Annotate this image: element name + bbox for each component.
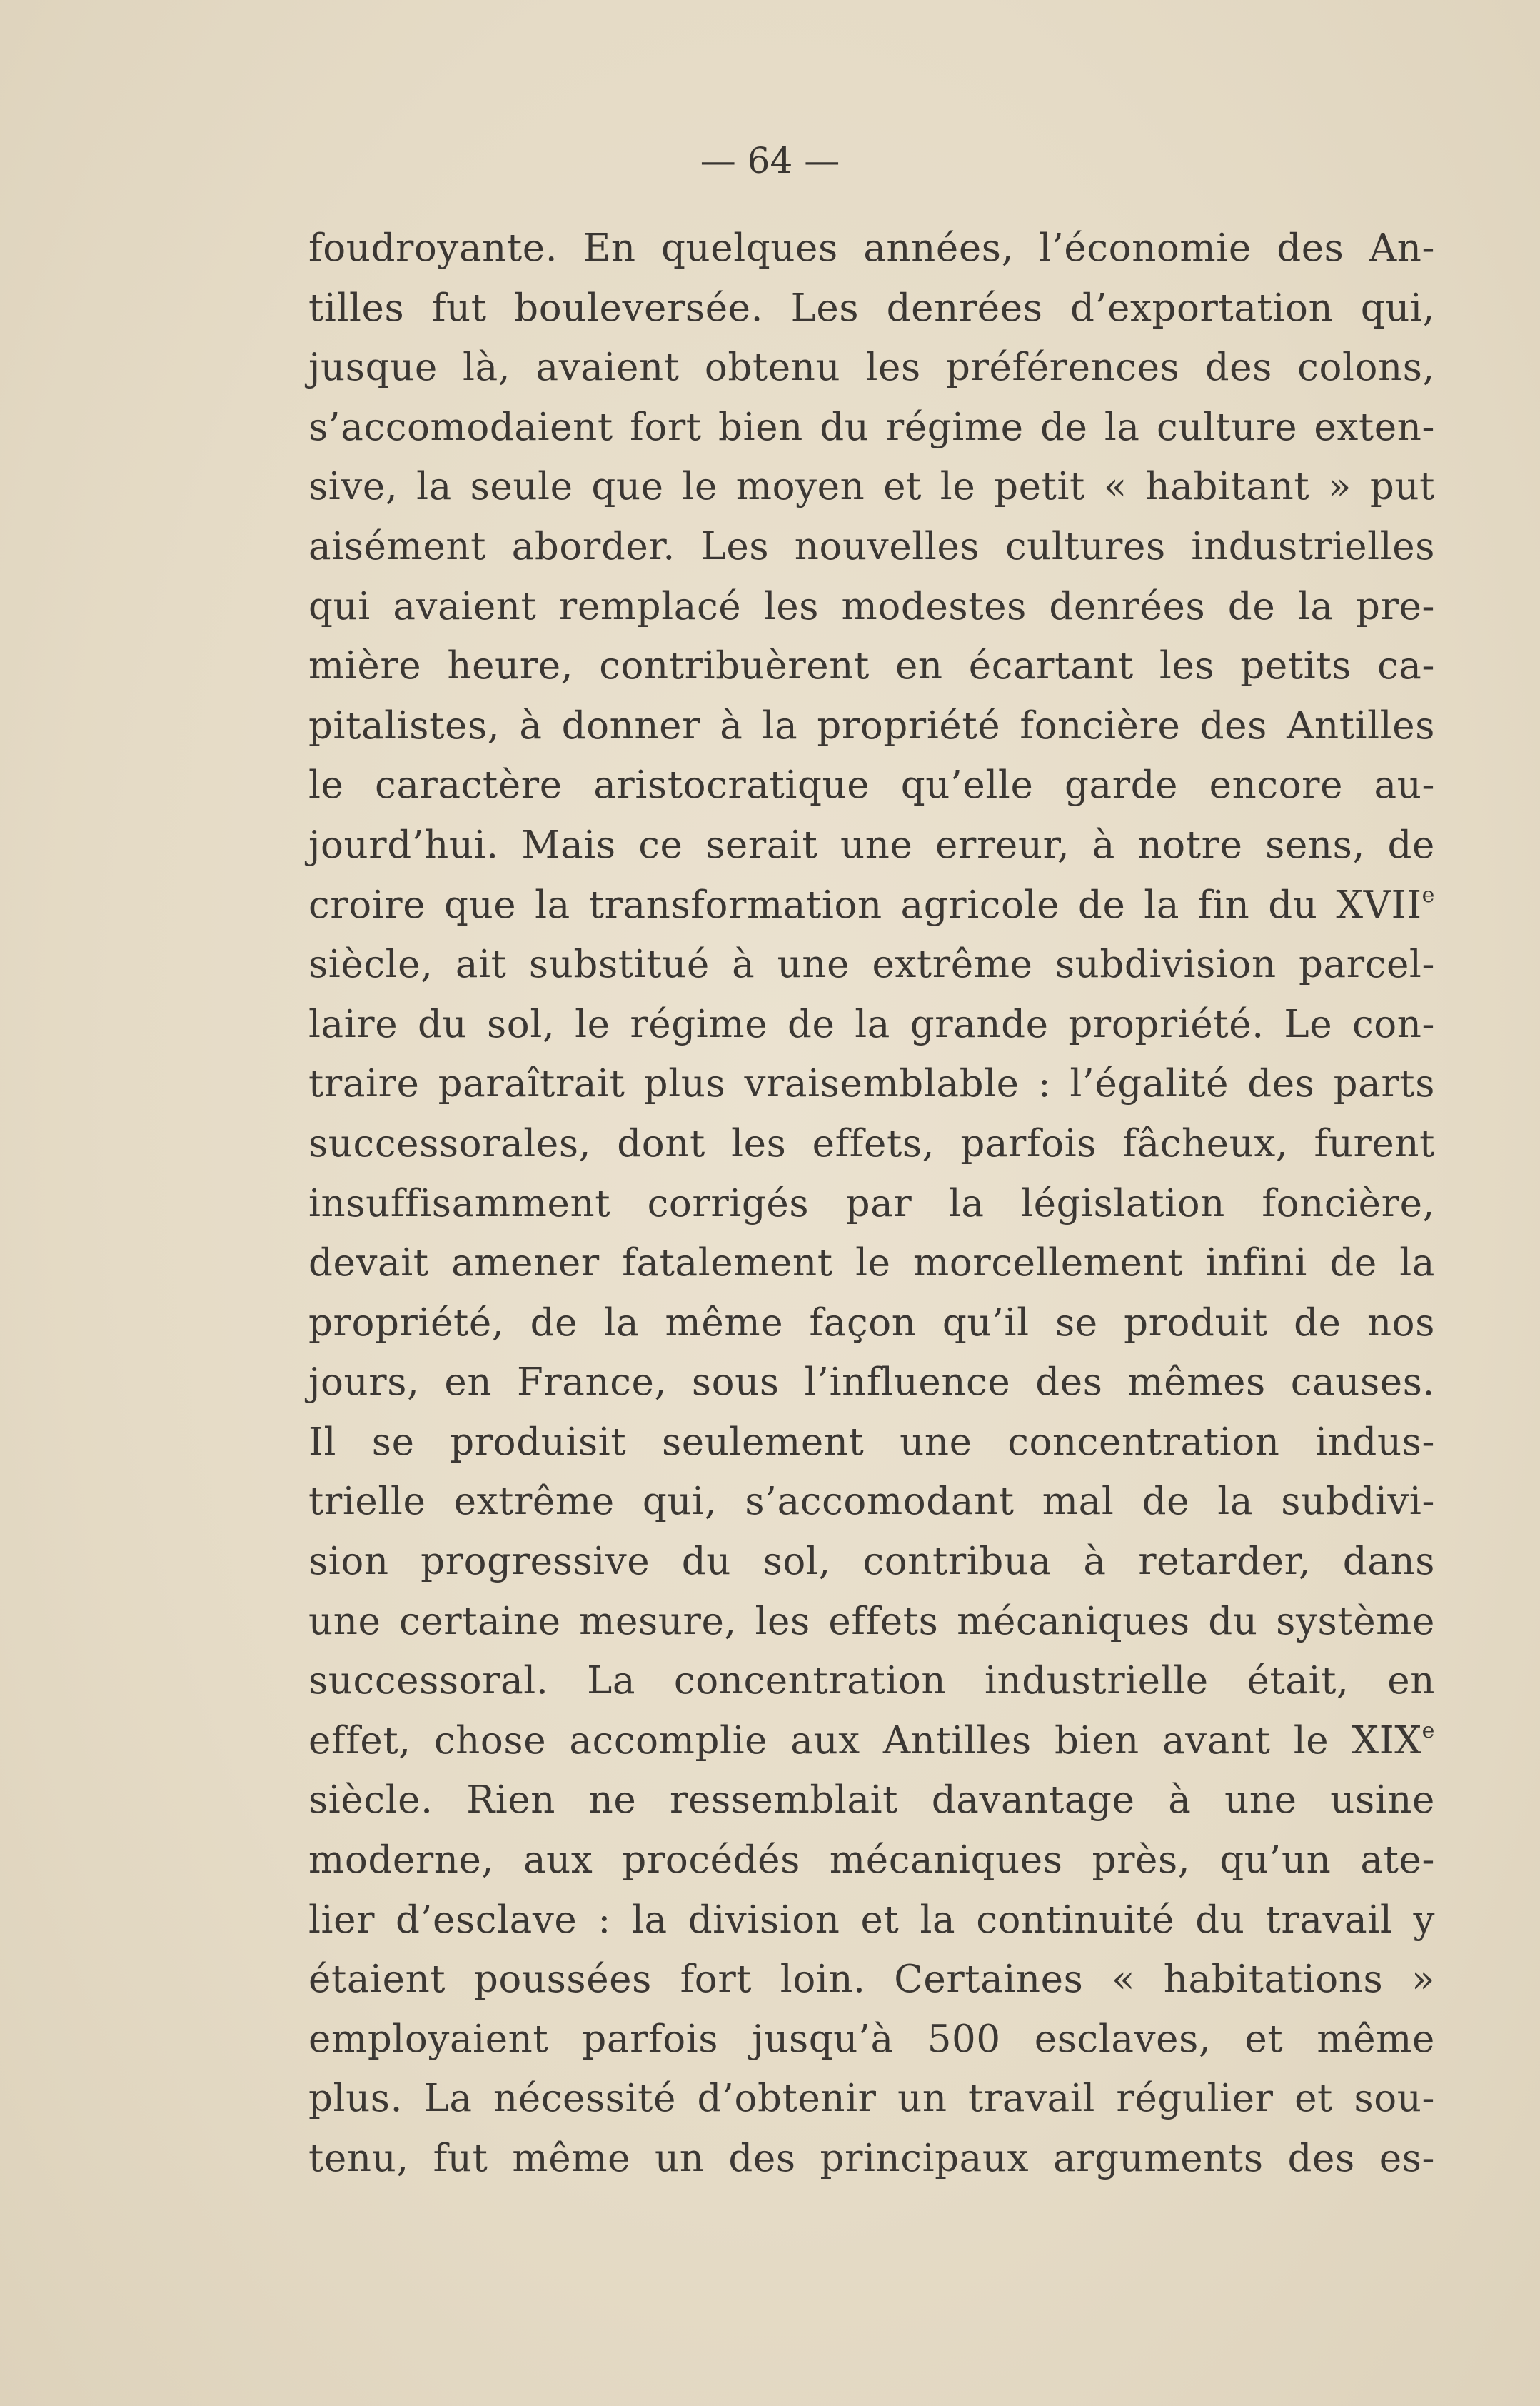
line-text: effet, chose accomplie aux Antilles bien avant le XIX <box>308 1718 1422 1763</box>
text-line: mière heure, contribuèrent en écartant les petits ca- <box>308 644 1435 688</box>
text-line: successorales, dont les effets, parfois fâcheux, furent <box>308 1121 1435 1166</box>
text-line: jourd’hui. Mais ce serait une erreur, à notre sens, de <box>308 823 1435 867</box>
text-line: siècle. Rien ne ressemblait davantage à une usine <box>308 1778 1435 1823</box>
text-line: jours, en France, sous l’influence des mêmes causes. <box>308 1360 1435 1405</box>
text-line: s’accomodaient fort bien du régime de la culture exten- <box>308 405 1435 449</box>
text-line: devait amener fatalement le morcellement infini de la <box>308 1241 1435 1285</box>
text-line: une certaine mesure, les effets mécaniques du système <box>308 1599 1435 1643</box>
text-line: tenu, fut même un des principaux arguments des es- <box>308 2137 1435 2180</box>
text-line: qui avaient remplacé les modestes denrées de la pre- <box>308 584 1435 628</box>
text-line: employaient parfois jusqu’à 500 esclaves, et même <box>308 2017 1435 2061</box>
superscript: e <box>1421 1718 1435 1743</box>
text-line: sion progressive du sol, contribua à retarder, dans <box>308 1540 1435 1584</box>
text-line: moderne, aux procédés mécaniques près, qu’un ate- <box>308 1838 1435 1883</box>
page-number: — 64 — <box>700 140 840 181</box>
text-line: plus. La nécessité d’obtenir un travail régulier et sou- <box>308 2077 1435 2121</box>
text-line <box>308 876 1435 936</box>
text-line <box>308 1711 1435 1771</box>
body-text <box>308 219 1435 2189</box>
text-line: traire paraîtrait plus vraisemblable : l’égalité des parts <box>308 1062 1435 1106</box>
text-line: jusque là, avaient obtenu les préférences des colons, <box>308 346 1435 390</box>
text-line: pitalistes, à donner à la propriété foncière des Antilles <box>308 703 1435 748</box>
text-line: sive, la seule que le moyen et le petit « habitant » put <box>308 465 1435 509</box>
text-line: aisément aborder. Les nouvelles cultures industrielles <box>308 524 1435 568</box>
text-line: successoral. La concentration industrielle était, en <box>308 1659 1435 1703</box>
text-line: tilles fut bouleversée. Les denrées d’exportation qui, <box>308 286 1435 330</box>
line-text: croire que la transformation agricole de la fin du XVII <box>308 883 1422 927</box>
text-line: lier d’esclave : la division et la continuité du travail y <box>308 1898 1435 1942</box>
text-line: le caractère aristocratique qu’elle garde encore au- <box>308 763 1435 808</box>
text-line: laire du sol, le régime de la grande propriété. Le con- <box>308 1002 1435 1046</box>
text-line: Il se produisit seulement une concentration indus- <box>308 1420 1435 1464</box>
text-line: foudroyante. En quelques années, l’économie des An- <box>308 226 1435 270</box>
superscript: e <box>1421 882 1435 908</box>
text-line: propriété, de la même façon qu’il se produit de nos <box>308 1300 1435 1345</box>
text-line: étaient poussées fort loin. Certaines « habitations » <box>308 1958 1435 2002</box>
text-line: trielle extrême qui, s’accomodant mal de la subdivi- <box>308 1480 1435 1524</box>
text-line: siècle, ait substitué à une extrême subdivision parcel- <box>308 943 1435 987</box>
text-line: insuffisamment corrigés par la législation foncière, <box>308 1181 1435 1225</box>
